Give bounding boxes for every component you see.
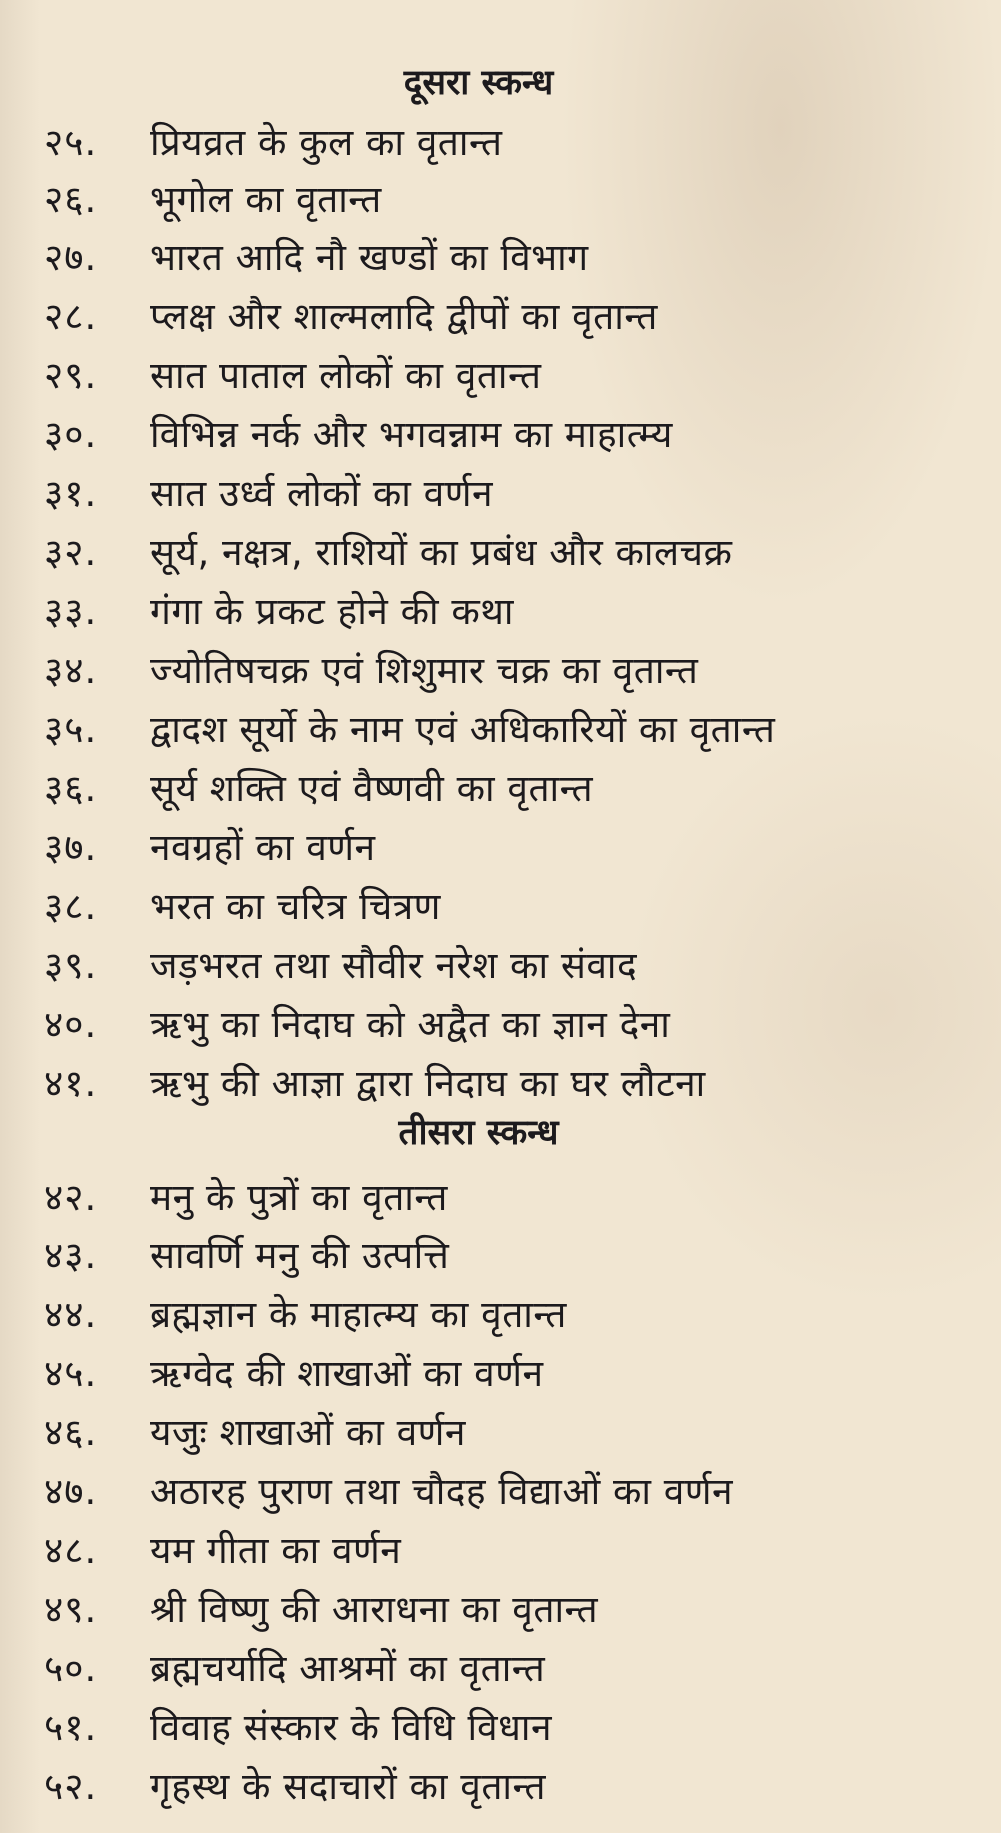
entry-number: ४३.: [44, 1233, 98, 1277]
entry-title: सावर्णि मनु की उत्पत्ति: [150, 1233, 450, 1277]
list-item: [44, 761, 593, 815]
entry-number: ४१.: [44, 1061, 98, 1105]
entry-number: २८.: [44, 294, 98, 338]
list-item: [44, 1405, 466, 1459]
list-item: [44, 997, 670, 1051]
entry-title: भूगोल का वृतान्त: [150, 177, 382, 221]
entry-title: प्लक्ष और शाल्मलादि द्वीपों का वृतान्त: [150, 294, 658, 338]
entry-title: सूर्य, नक्षत्र, राशियों का प्रबंध और कालचक्र: [150, 530, 733, 574]
entry-title: यम गीता का वर्णन: [150, 1528, 402, 1572]
entry-number: ४०.: [44, 1002, 98, 1046]
list-item: [44, 643, 698, 697]
entry-title: भारत आदि नौ खण्डों का विभाग: [150, 235, 589, 279]
entry-number: ३७.: [44, 825, 98, 869]
entry-number: ५२.: [44, 1764, 98, 1808]
entry-title: ब्रह्मचर्यादि आश्रमों का वृतान्त: [150, 1646, 546, 1690]
entry-title: श्री विष्णु की आराधना का वृतान्त: [150, 1587, 599, 1631]
list-item: [44, 702, 775, 756]
entry-title: सात पाताल लोकों का वृतान्त: [150, 353, 542, 397]
entry-number: ५०.: [44, 1646, 98, 1690]
list-item: [44, 1582, 598, 1636]
entry-number: ३३.: [44, 589, 98, 633]
entry-title: द्वादश सूर्यो के नाम एवं अधिकारियों का वृतान्त: [150, 707, 776, 751]
list-item: [44, 1700, 552, 1754]
entry-number: ५१.: [44, 1705, 98, 1749]
entry-title: अठारह पुराण तथा चौदह विद्याओं का वर्णन: [150, 1469, 734, 1513]
list-item: [44, 289, 658, 343]
entry-title: विवाह संस्कार के विधि विधान: [150, 1705, 552, 1749]
entry-title: जड़भरत तथा सौवीर नरेश का संवाद: [150, 943, 638, 987]
list-item: [44, 1287, 567, 1341]
entry-title: ऋभु की आज्ञा द्वारा निदाघ का घर लौटना: [150, 1061, 706, 1105]
entry-title: सात उर्ध्व लोकों का वर्णन: [150, 471, 494, 515]
entry-number: ४८.: [44, 1528, 98, 1572]
entry-title: ज्योतिषचक्र एवं शिशुमार चक्र का वृतान्त: [150, 648, 699, 692]
entry-title: ऋभु का निदाघ को अद्वैत का ज्ञान देना: [150, 1002, 671, 1046]
entry-number: २६.: [44, 177, 98, 221]
list-item: [44, 1170, 448, 1224]
list-item: [44, 820, 376, 874]
list-item: [44, 525, 732, 579]
entry-title: यजुः शाखाओं का वर्णन: [150, 1410, 466, 1454]
entry-number: ३९.: [44, 943, 98, 987]
list-item: [44, 466, 493, 520]
entry-title: ऋग्वेद की शाखाओं का वर्णन: [150, 1351, 544, 1395]
list-item: [44, 1346, 543, 1400]
entry-number: ३६.: [44, 766, 98, 810]
entry-number: ४४.: [44, 1292, 98, 1336]
list-item: [44, 1759, 546, 1813]
entry-number: ४९.: [44, 1587, 98, 1631]
entry-number: ३१.: [44, 471, 98, 515]
entry-number: ३५.: [44, 707, 98, 751]
list-item: [44, 1056, 706, 1110]
list-item: [44, 115, 502, 169]
entry-number: ४७.: [44, 1469, 98, 1513]
list-item: [44, 348, 542, 402]
list-item: [44, 1464, 733, 1518]
list-item: [44, 879, 441, 933]
entry-title: भरत का चरित्र चित्रण: [150, 884, 441, 928]
entry-title: गृहस्थ के सदाचारों का वृतान्त: [150, 1764, 547, 1808]
list-item: [44, 1228, 449, 1282]
entry-title: ब्रह्मज्ञान के माहात्म्य का वृतान्त: [150, 1292, 567, 1336]
entry-title: मनु के पुत्रों का वृतान्त: [150, 1175, 448, 1219]
entry-title: गंगा के प्रकट होने की कथा: [150, 589, 514, 633]
list-item: [44, 584, 514, 638]
list-item: [44, 1523, 401, 1577]
section-heading: तीसरा स्कन्ध: [398, 1113, 559, 1153]
entry-number: ३०.: [44, 412, 98, 456]
entry-number: ४५.: [44, 1351, 98, 1395]
entry-number: २९.: [44, 353, 98, 397]
list-item: [44, 172, 382, 226]
entry-number: २७.: [44, 235, 98, 279]
entry-number: ३८.: [44, 884, 98, 928]
entry-number: ३४.: [44, 648, 98, 692]
list-item: [44, 938, 637, 992]
list-item: [44, 230, 589, 284]
list-item: [44, 407, 673, 461]
entry-number: ४२.: [44, 1175, 98, 1219]
entry-title: प्रियव्रत के कुल का वृतान्त: [150, 120, 503, 164]
entry-title: नवग्रहों का वर्णन: [150, 825, 376, 869]
entry-number: ४६.: [44, 1410, 98, 1454]
entry-number: २५.: [44, 120, 98, 164]
list-item: [44, 1641, 545, 1695]
entry-title: विभिन्न नर्क और भगवन्नाम का माहात्म्य: [150, 412, 673, 456]
section-heading: दूसरा स्कन्ध: [403, 63, 554, 103]
entry-number: ३२.: [44, 530, 98, 574]
entry-title: सूर्य शक्ति एवं वैष्णवी का वृतान्त: [150, 766, 594, 810]
